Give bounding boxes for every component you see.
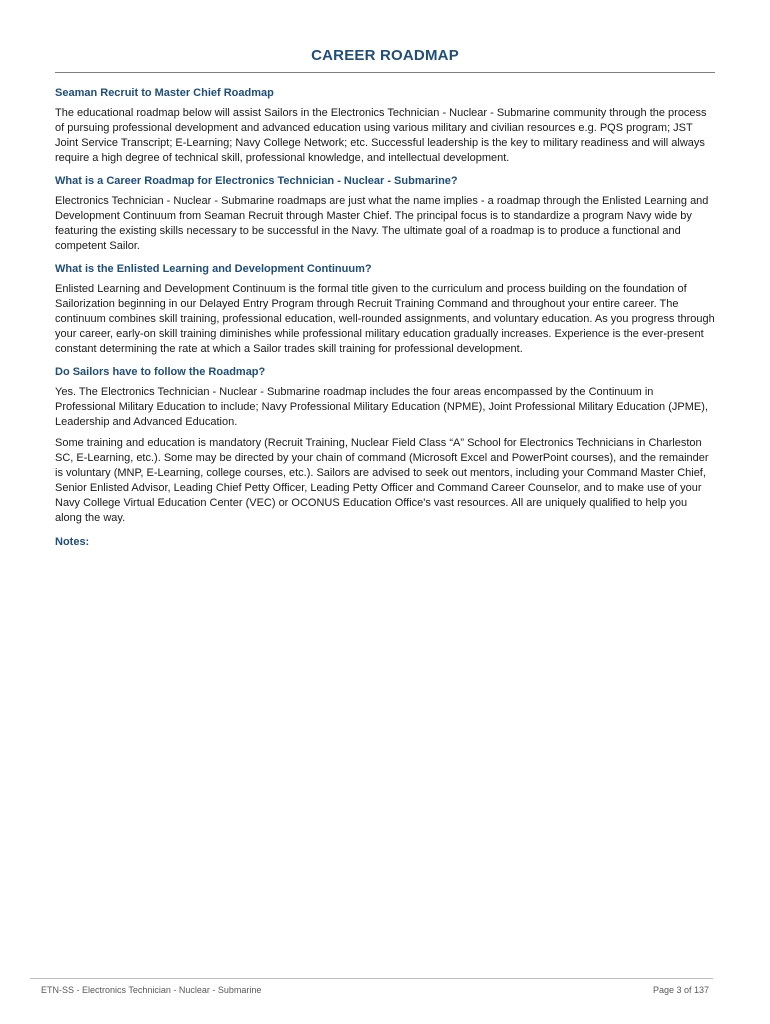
section-paragraph: Some training and education is mandatory (Recruit Training, Nuclear Field Class “A” School for Electronics Technicians in Charleston SC, E-Learning, etc.). Some may be directed by your chain of command (Microsoft Excel and PowerPoint courses), and the remainder is voluntary (MNP, E-Learning, college courses, etc.). Sailors are advised to seek out mentors, including your Command Master Chief, Senior Enlisted Advisor, Leading Chief Petty Officer, Leading Petty Officer and Command Career Counselor, and to make use of your Navy College Virtual Education Center (VEC) or OCONUS Education Office's vast resources. All are uniquely qualified to help you along the way.	[55, 437, 709, 524]
notes-label: Notes:	[55, 536, 90, 548]
section-what-is-career-roadmap	[55, 174, 715, 254]
footer-page-number: Page 3 of 137	[652, 985, 709, 995]
section-heading: What is the Enlisted Learning and Development Continuum?	[55, 263, 372, 275]
section-heading: What is a Career Roadmap for Electronics Technician - Nuclear - Submarine?	[55, 175, 458, 187]
document-page	[55, 40, 715, 548]
section-roadmap-intro	[55, 86, 715, 166]
section-heading: Do Sailors have to follow the Roadmap?	[55, 366, 266, 378]
title-divider	[55, 72, 715, 73]
section-paragraph: Enlisted Learning and Development Continuum is the formal title given to the curriculum and process building on the foundation of Sailorization beginning in our Delayed Entry Program through Recruit Training Command and throughout your entire career. The continuum combines skill training, professional education, well-rounded assignments, and voluntary education. As you progress through your career, early-on skill training diminishes while professional military education gradually increases. Experience is the ever-present constant determining the rate at which a Sailor trades skill training for professional development.	[55, 283, 715, 355]
section-enlisted-continuum	[55, 262, 715, 357]
section-paragraph: The educational roadmap below will assist Sailors in the Electronics Technician - Nuclear - Submarine community through the process of pursuing professional development and advanced education using various military and civilian resources e.g. PQS program; JST Joint Service Transcript; E-Learning; Navy College Network; etc. Successful leadership is the key to military readiness and will always require a high degree of technical skill, professional knowledge, and intellectual development.	[55, 107, 707, 164]
footer-document-name: ETN-SS - Electronics Technician - Nuclear - Submarine	[41, 985, 262, 995]
section-follow-roadmap	[55, 365, 715, 526]
section-paragraph: Electronics Technician - Nuclear - Submarine roadmaps are just what the name implies - a roadmap through the Enlisted Learning and Development Continuum from Seaman Recruit through Master Chief. The principal focus is to standardize a program Navy wide by featuring the existing skills necessary to be successful in the Navy. The ultimate goal of a roadmap is to produce a functional and competent Sailor.	[55, 195, 709, 252]
footer-divider	[30, 978, 713, 979]
section-heading: Seaman Recruit to Master Chief Roadmap	[55, 87, 274, 99]
section-paragraph: Yes. The Electronics Technician - Nuclear - Submarine roadmap includes the four areas encompassed by the Continuum in Professional Military Education to include; Navy Professional Military Education (NPME), Joint Professional Military Education (JPME), Leadership and Advanced Education.	[55, 386, 708, 428]
page-title: CAREER ROADMAP	[311, 47, 459, 64]
